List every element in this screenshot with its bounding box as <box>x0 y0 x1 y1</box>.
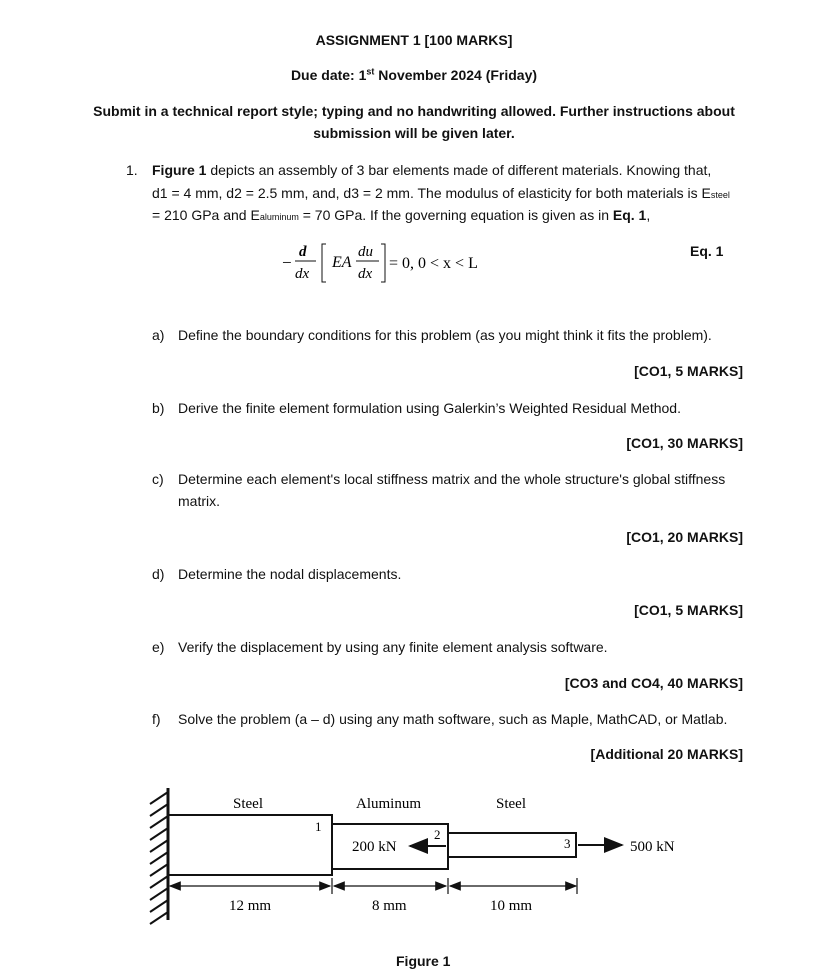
eq-minus: − <box>282 253 292 272</box>
esteel-subscript: steel <box>710 190 730 200</box>
part-c-text-line2: matrix. <box>178 493 220 509</box>
eq-du: du <box>358 244 373 260</box>
figure-reference: Figure 1 <box>152 162 207 178</box>
label-steel-1: Steel <box>233 796 263 812</box>
assignment-title: ASSIGNMENT 1 [100 MARKS] <box>315 32 513 48</box>
dim-12mm: 12 mm <box>229 898 272 914</box>
equation-label: Eq. 1 <box>690 243 724 259</box>
question1-line3 <box>152 207 752 223</box>
bar-element-1-steel <box>168 815 332 875</box>
due-date-suffix: November 2024 (Friday) <box>374 67 538 83</box>
question1-line3-end: , <box>646 207 651 223</box>
bar-element-3-steel <box>448 833 576 857</box>
part-b-text: Derive the finite element formulation using Galerkin’s Weighted Residual Method. <box>178 400 681 416</box>
label-aluminum: Aluminum <box>356 796 422 812</box>
due-date-prefix: Due date: 1 <box>290 67 367 83</box>
part-a-marks: [CO1, 5 MARKS] <box>634 363 743 379</box>
force-200kn-label: 200 kN <box>352 839 397 855</box>
dim-10mm: 10 mm <box>490 898 533 914</box>
question-number: 1. <box>126 162 138 178</box>
eq-dx: dx <box>295 266 310 282</box>
ealuminum-subscript: aluminum <box>259 212 299 222</box>
eq-left-bracket <box>322 244 326 282</box>
question1-line3-b: = 70 GPa. If the governing equation is given as in <box>298 207 613 223</box>
part-b-label: b) <box>152 400 165 416</box>
question1-line1 <box>152 162 752 178</box>
part-f-label: f) <box>152 711 161 727</box>
part-e-marks: [CO3 and CO4, 40 MARKS] <box>564 675 743 691</box>
part-f-marks: [Additional 20 MARKS] <box>590 746 743 762</box>
equation-reference: Eq. 1 <box>612 207 647 223</box>
node-3-label: 3 <box>564 836 571 851</box>
question1-line1-rest: depicts an assembly of 3 bar elements made of different materials. Knowing that, <box>206 162 712 178</box>
instructions-line2: submission will be given later. <box>313 125 515 141</box>
part-d-marks: [CO1, 5 MARKS] <box>634 602 743 618</box>
dimension-lines <box>170 878 577 894</box>
part-a-label: a) <box>152 327 165 343</box>
part-f-text: Solve the problem (a – d) using any math software, such as Maple, MathCAD, or Matlab. <box>178 711 728 727</box>
wall-hatching <box>150 792 168 924</box>
bar-assembly-figure <box>0 770 828 945</box>
eq-rest: = 0, 0 < x < L <box>389 255 478 272</box>
figure-caption: Figure 1 <box>396 953 451 969</box>
node-1-label: 1 <box>315 819 322 834</box>
node-2-label: 2 <box>434 827 441 842</box>
due-date <box>0 67 828 83</box>
label-steel-2: Steel <box>496 796 526 812</box>
eq-du-dx: dx <box>358 266 373 282</box>
part-a-text: Define the boundary conditions for this problem (as you might think it fits the problem). <box>178 327 712 343</box>
question1-line2 <box>152 185 752 201</box>
eq-ea: EA <box>332 254 352 271</box>
eq-right-bracket <box>381 244 385 282</box>
part-c-label: c) <box>152 471 164 487</box>
part-b-marks: [CO1, 30 MARKS] <box>626 435 743 451</box>
due-date-sup: st <box>366 66 375 77</box>
fixed-wall <box>150 788 168 924</box>
instructions-line1: Submit in a technical report style; typing and no handwriting allowed. Further instructions about <box>93 103 735 119</box>
part-d-label: d) <box>152 566 165 582</box>
part-d-text: Determine the nodal displacements. <box>178 566 402 582</box>
part-c-text: Determine each element's local stiffness matrix and the whole structure's global stiffness <box>178 471 726 487</box>
eq-d: d <box>299 244 307 260</box>
question1-line3-a: = 210 GPa and E <box>152 207 260 223</box>
part-e-label: e) <box>152 639 165 655</box>
force-500kn-label: 500 kN <box>630 839 675 855</box>
part-e-text: Verify the displacement by using any finite element analysis software. <box>178 639 608 655</box>
dim-8mm: 8 mm <box>372 898 407 914</box>
question1-line2-text: d1 = 4 mm, d2 = 2.5 mm, and, d3 = 2 mm. The modulus of elasticity for both materials is E <box>152 185 711 201</box>
governing-equation <box>280 236 520 292</box>
part-c-marks: [CO1, 20 MARKS] <box>626 529 743 545</box>
